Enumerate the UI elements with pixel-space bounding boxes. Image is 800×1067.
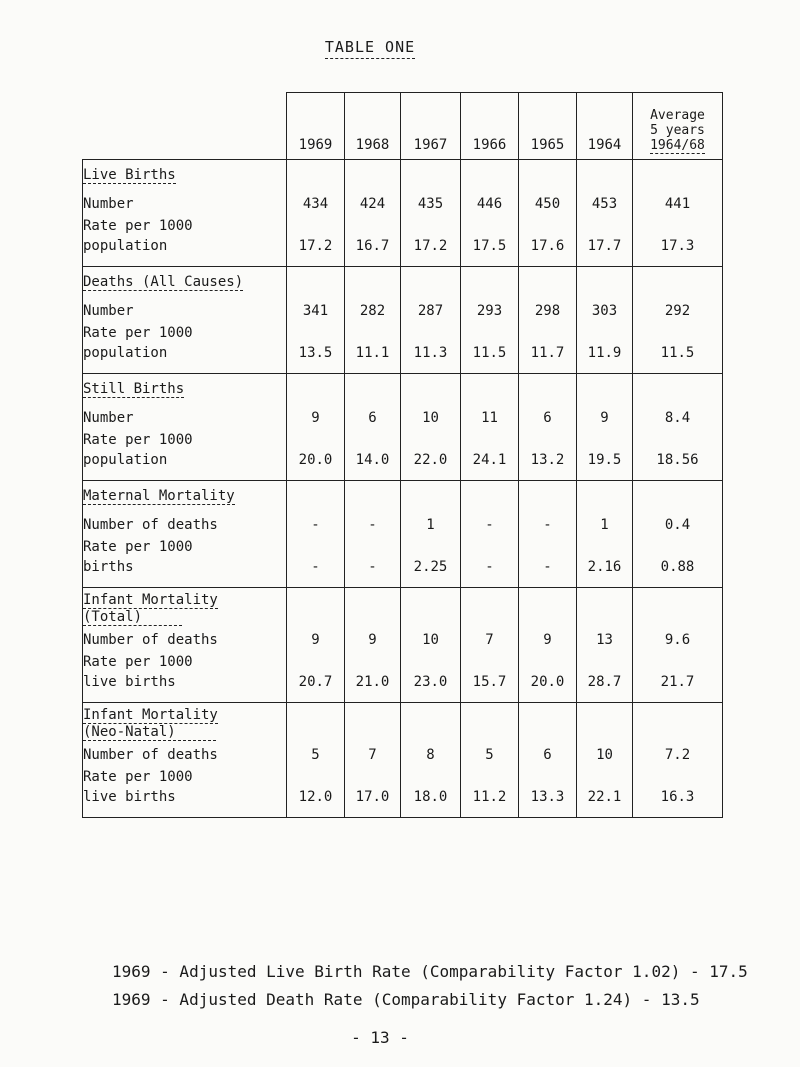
average-value-cell xyxy=(633,160,723,267)
value-cell xyxy=(345,160,401,267)
row-label: Rate per 1000 population xyxy=(83,325,193,361)
table-value: 21.7 xyxy=(660,674,695,690)
table-value: 7.2 xyxy=(664,747,691,763)
table-section xyxy=(83,374,723,481)
table-value: 13.2 xyxy=(530,452,565,468)
table-value: 22.0 xyxy=(413,452,448,468)
header-blank-cell xyxy=(83,93,287,160)
header-row xyxy=(83,93,723,160)
statistics-table xyxy=(82,92,723,818)
value-cell xyxy=(461,481,519,588)
table-value: 19.5 xyxy=(587,452,622,468)
table-value: 11.9 xyxy=(587,345,622,361)
section-title: Deaths (All Causes) xyxy=(83,274,244,290)
row-label: Rate per 1000 population xyxy=(83,432,193,468)
table-value: - xyxy=(543,517,552,533)
row-label: Number of deaths xyxy=(83,747,218,763)
section-title: Live Births xyxy=(83,167,176,183)
table-value: 9 xyxy=(311,632,320,648)
section-label-cell xyxy=(83,481,287,588)
table-value: - xyxy=(311,559,320,575)
table-value: 28.7 xyxy=(587,674,622,690)
section-title: Maternal Mortality xyxy=(83,488,235,504)
table-value: 292 xyxy=(664,303,691,319)
section-title: Still Births xyxy=(83,381,185,397)
table-value: 10 xyxy=(422,410,439,426)
table-value: 0.4 xyxy=(664,517,691,533)
table-value: 20.7 xyxy=(298,674,333,690)
value-cell xyxy=(345,481,401,588)
value-cell xyxy=(287,703,345,818)
table-value: 1 xyxy=(600,517,609,533)
table-value: 17.0 xyxy=(355,789,390,805)
table-value: 17.2 xyxy=(298,238,333,254)
value-cell xyxy=(345,703,401,818)
footnote: 1969 - Adjusted Live Birth Rate (Comparability Factor 1.02) - 17.5 xyxy=(112,962,748,981)
table-value: 13.5 xyxy=(298,345,333,361)
row-label: Number xyxy=(83,410,134,426)
table-value: 11.2 xyxy=(472,789,507,805)
table-value: 287 xyxy=(417,303,444,319)
table-value: 11.3 xyxy=(413,345,448,361)
value-cell xyxy=(401,267,461,374)
section-label-cell xyxy=(83,374,287,481)
value-cell xyxy=(577,703,633,818)
table-value: 18.0 xyxy=(413,789,448,805)
table-value: 7 xyxy=(485,632,494,648)
table-value: 12.0 xyxy=(298,789,333,805)
table-value: 6 xyxy=(543,747,552,763)
page-number: - 13 - xyxy=(351,1028,409,1047)
average-value-cell xyxy=(633,481,723,588)
table-value: 14.0 xyxy=(355,452,390,468)
average-value-cell xyxy=(633,267,723,374)
column-header: 1968 xyxy=(345,93,401,160)
table-value: 5 xyxy=(311,747,320,763)
column-header: 1964 xyxy=(577,93,633,160)
table-value: 17.3 xyxy=(660,238,695,254)
table-value: - xyxy=(368,517,377,533)
table-value: 2.16 xyxy=(587,559,622,575)
average-value-cell xyxy=(633,703,723,818)
value-cell xyxy=(461,267,519,374)
table-value: 10 xyxy=(422,632,439,648)
value-cell xyxy=(287,267,345,374)
value-cell xyxy=(461,374,519,481)
row-label: Rate per 1000 births xyxy=(83,539,193,575)
value-cell xyxy=(519,160,577,267)
value-cell xyxy=(461,588,519,703)
value-cell xyxy=(401,160,461,267)
table-value: 15.7 xyxy=(472,674,507,690)
value-cell xyxy=(577,267,633,374)
value-cell xyxy=(401,374,461,481)
column-header: 1965 xyxy=(519,93,577,160)
value-cell xyxy=(519,481,577,588)
table-value: 13 xyxy=(596,632,613,648)
table-value: - xyxy=(368,559,377,575)
value-cell xyxy=(287,374,345,481)
value-cell xyxy=(401,481,461,588)
value-cell xyxy=(519,267,577,374)
value-cell xyxy=(401,703,461,818)
table-section xyxy=(83,267,723,374)
table-value: 6 xyxy=(368,410,377,426)
table-value: - xyxy=(485,559,494,575)
row-label: Rate per 1000 population xyxy=(83,218,193,254)
table-value: 435 xyxy=(417,196,444,212)
table-value: 441 xyxy=(664,196,691,212)
section-title: Infant Mortality (Neo-Natal) xyxy=(83,707,218,740)
value-cell xyxy=(287,160,345,267)
table-section xyxy=(83,703,723,818)
value-cell xyxy=(461,703,519,818)
table-value: - xyxy=(485,517,494,533)
column-header: 1966 xyxy=(461,93,519,160)
table-value: 11.1 xyxy=(355,345,390,361)
table-value: 446 xyxy=(476,196,503,212)
table-value: 424 xyxy=(359,196,386,212)
table-value: 21.0 xyxy=(355,674,390,690)
footnotes xyxy=(112,958,748,1014)
table-value: 13.3 xyxy=(530,789,565,805)
value-cell xyxy=(577,374,633,481)
table-value: 9 xyxy=(368,632,377,648)
table-value: 11 xyxy=(481,410,498,426)
section-label-cell xyxy=(83,588,287,703)
table-value: 11.5 xyxy=(472,345,507,361)
table-value: 24.1 xyxy=(472,452,507,468)
table-value: 20.0 xyxy=(298,452,333,468)
table-value: 453 xyxy=(591,196,618,212)
table-value: 16.3 xyxy=(660,789,695,805)
table-value: 434 xyxy=(302,196,329,212)
table-value: 9 xyxy=(311,410,320,426)
table-value: 450 xyxy=(534,196,561,212)
value-cell xyxy=(345,374,401,481)
table-value: 10 xyxy=(596,747,613,763)
value-cell xyxy=(461,160,519,267)
section-label-cell xyxy=(83,703,287,818)
table-value: 341 xyxy=(302,303,329,319)
table-value: 11.7 xyxy=(530,345,565,361)
value-cell xyxy=(577,160,633,267)
table-value: 8 xyxy=(426,747,435,763)
table-value: 18.56 xyxy=(656,452,699,468)
section-label-cell xyxy=(83,267,287,374)
table-value: 9 xyxy=(543,632,552,648)
table-value: 17.7 xyxy=(587,238,622,254)
value-cell xyxy=(345,588,401,703)
row-label: Number xyxy=(83,196,134,212)
section-label-cell xyxy=(83,160,287,267)
table-value: 8.4 xyxy=(664,410,691,426)
table-value: 293 xyxy=(476,303,503,319)
table-value: 17.5 xyxy=(472,238,507,254)
table-value: - xyxy=(311,517,320,533)
average-value-cell xyxy=(633,588,723,703)
section-title: Infant Mortality (Total) xyxy=(83,592,218,625)
row-label: Rate per 1000 live births xyxy=(83,769,193,805)
value-cell xyxy=(401,588,461,703)
table-value: 0.88 xyxy=(660,559,695,575)
row-label: Number of deaths xyxy=(83,632,218,648)
table-value: 282 xyxy=(359,303,386,319)
table-value: - xyxy=(543,559,552,575)
table-value: 303 xyxy=(591,303,618,319)
table-value: 6 xyxy=(543,410,552,426)
value-cell xyxy=(519,588,577,703)
average-value-cell xyxy=(633,374,723,481)
table-value: 22.1 xyxy=(587,789,622,805)
value-cell xyxy=(287,481,345,588)
table-value: 17.2 xyxy=(413,238,448,254)
footnote: 1969 - Adjusted Death Rate (Comparability Factor 1.24) - 13.5 xyxy=(112,990,700,1009)
page-title: TABLE ONE xyxy=(0,38,740,56)
value-cell xyxy=(577,481,633,588)
row-label: Rate per 1000 live births xyxy=(83,654,193,690)
row-label: Number of deaths xyxy=(83,517,218,533)
table-value: 9.6 xyxy=(664,632,691,648)
value-cell xyxy=(345,267,401,374)
table-value: 16.7 xyxy=(355,238,390,254)
value-cell xyxy=(287,588,345,703)
table-section xyxy=(83,160,723,267)
row-label: Number xyxy=(83,303,134,319)
value-cell xyxy=(519,703,577,818)
average-column-header: Average 5 years 1964/68 xyxy=(633,93,723,160)
table-value: 9 xyxy=(600,410,609,426)
table-value: 298 xyxy=(534,303,561,319)
table-section xyxy=(83,481,723,588)
table-section xyxy=(83,588,723,703)
value-cell xyxy=(577,588,633,703)
column-header: 1967 xyxy=(401,93,461,160)
table-value: 1 xyxy=(426,517,435,533)
column-header: 1969 xyxy=(287,93,345,160)
table-value: 7 xyxy=(368,747,377,763)
table-value: 5 xyxy=(485,747,494,763)
table-value: 2.25 xyxy=(413,559,448,575)
table-value: 11.5 xyxy=(660,345,695,361)
table-value: 17.6 xyxy=(530,238,565,254)
table-value: 23.0 xyxy=(413,674,448,690)
table-value: 20.0 xyxy=(530,674,565,690)
value-cell xyxy=(519,374,577,481)
